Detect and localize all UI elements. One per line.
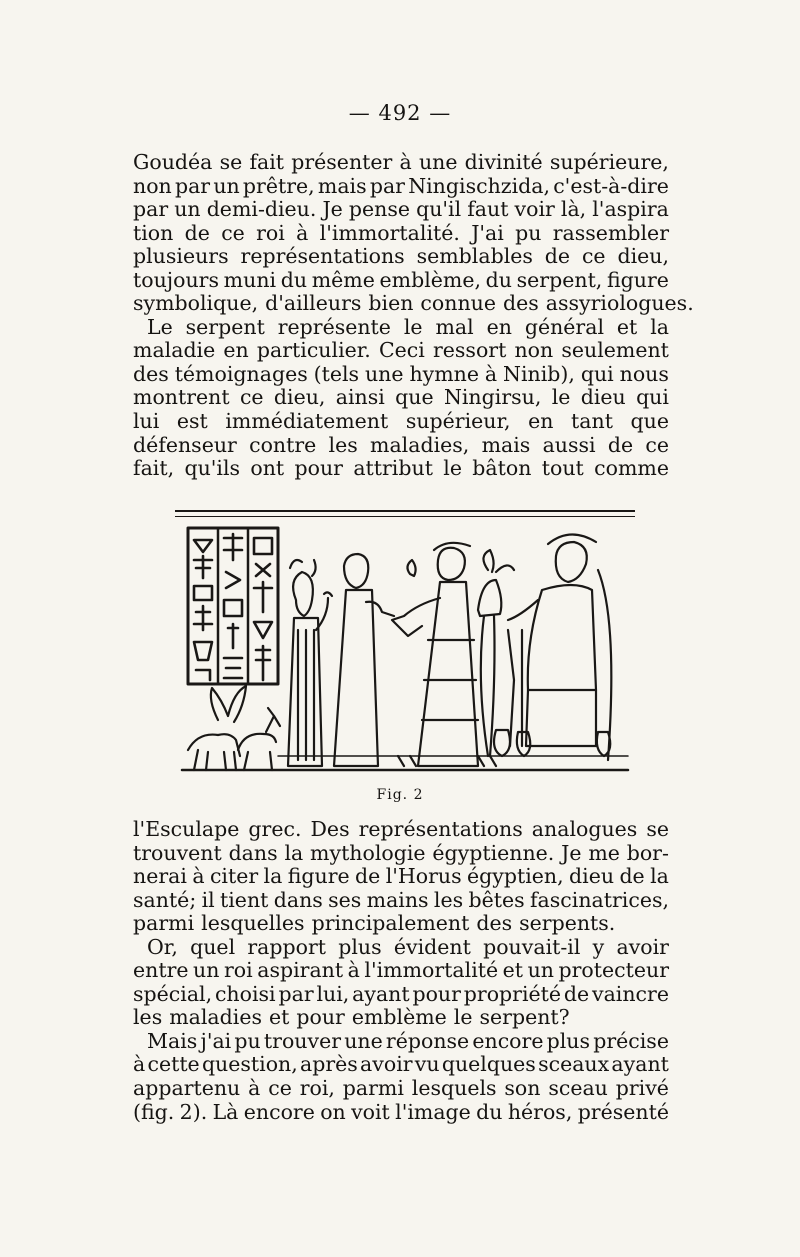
text-line: Goudéa se fait présenter à une divinité supérieure, <box>133 150 669 174</box>
paragraph-bottom <box>133 818 669 1124</box>
text-line: montrent ce dieu, ainsi que Ningirsu, le dieu qui <box>133 385 669 410</box>
text-line: lui est immédiatement supérieur, en tant que <box>133 409 669 434</box>
text-line: les maladies et pour emblème le serpent? <box>133 1005 570 1030</box>
text-line: Or, quel rapport plus évident pouvait-il y avoir <box>147 934 669 959</box>
text-line: symbolique, d'ailleurs bien connue des assyriologues. <box>133 291 694 316</box>
text-line: appartenu à ce roi, parmi lesquels son sceau privé <box>133 1076 669 1101</box>
page-number: — 492 — <box>348 101 452 125</box>
figure-rule-thin <box>175 516 635 517</box>
text-line: toujours muni du même emblème, du serpent, figure <box>133 267 669 292</box>
text-line: Le serpent représente le mal en général et la <box>147 314 669 339</box>
text-line: nerai à citer la figure de l'Horus égyptien, dieu de la <box>133 864 669 889</box>
text-line: trouvent dans la mythologie égyptienne. Je me bor- <box>133 840 669 865</box>
text-line: Mais j'ai pu trouver une réponse encore plus précise <box>147 1028 669 1053</box>
text-line: fait, qu'ils ont pour attribut le bâton tout comme <box>133 456 669 481</box>
text-line: spécial, choisi par lui, ayant pour propriété de vaincre <box>133 981 669 1006</box>
text-line: l'Esculape grec. Des représentations analogues se <box>133 817 669 841</box>
text-line: défenseur contre les maladies, mais aussi de ce <box>133 432 669 457</box>
figure-rule <box>175 510 635 512</box>
text-line: par un demi-dieu. Je pense qu'il faut voir là, l'aspira <box>133 197 669 222</box>
text-line: maladie en particulier. Ceci ressort non seulement <box>133 338 669 363</box>
text-line: entre un roi aspirant à l'immortalité et un protecteur <box>133 958 669 983</box>
text-line: plusieurs représentations semblables de ce dieu, <box>133 244 669 269</box>
text-line: santé; il tient dans ses mains les bêtes fascinatrices, <box>133 887 669 912</box>
figure-caption: Fig. 2 <box>376 787 424 803</box>
text-line: (fig. 2). Là encore on voit l'image du héros, présenté <box>133 1099 669 1124</box>
text-line: non par un prêtre, mais par Ningischzida, c'est-à-dire <box>133 173 669 198</box>
cylinder-seal-illustration <box>178 520 634 782</box>
text-line: parmi lesquelles principalement des serpents. <box>133 911 616 936</box>
text-line: à cette question, après avoir vu quelques sceaux ayant <box>133 1052 669 1077</box>
paragraph-top <box>133 150 694 481</box>
text-line: des témoignages (tels une hymne à Ninib), qui nous <box>133 361 669 386</box>
text-line: tion de ce roi à l'immortalité. J'ai pu rassembler <box>133 220 669 245</box>
